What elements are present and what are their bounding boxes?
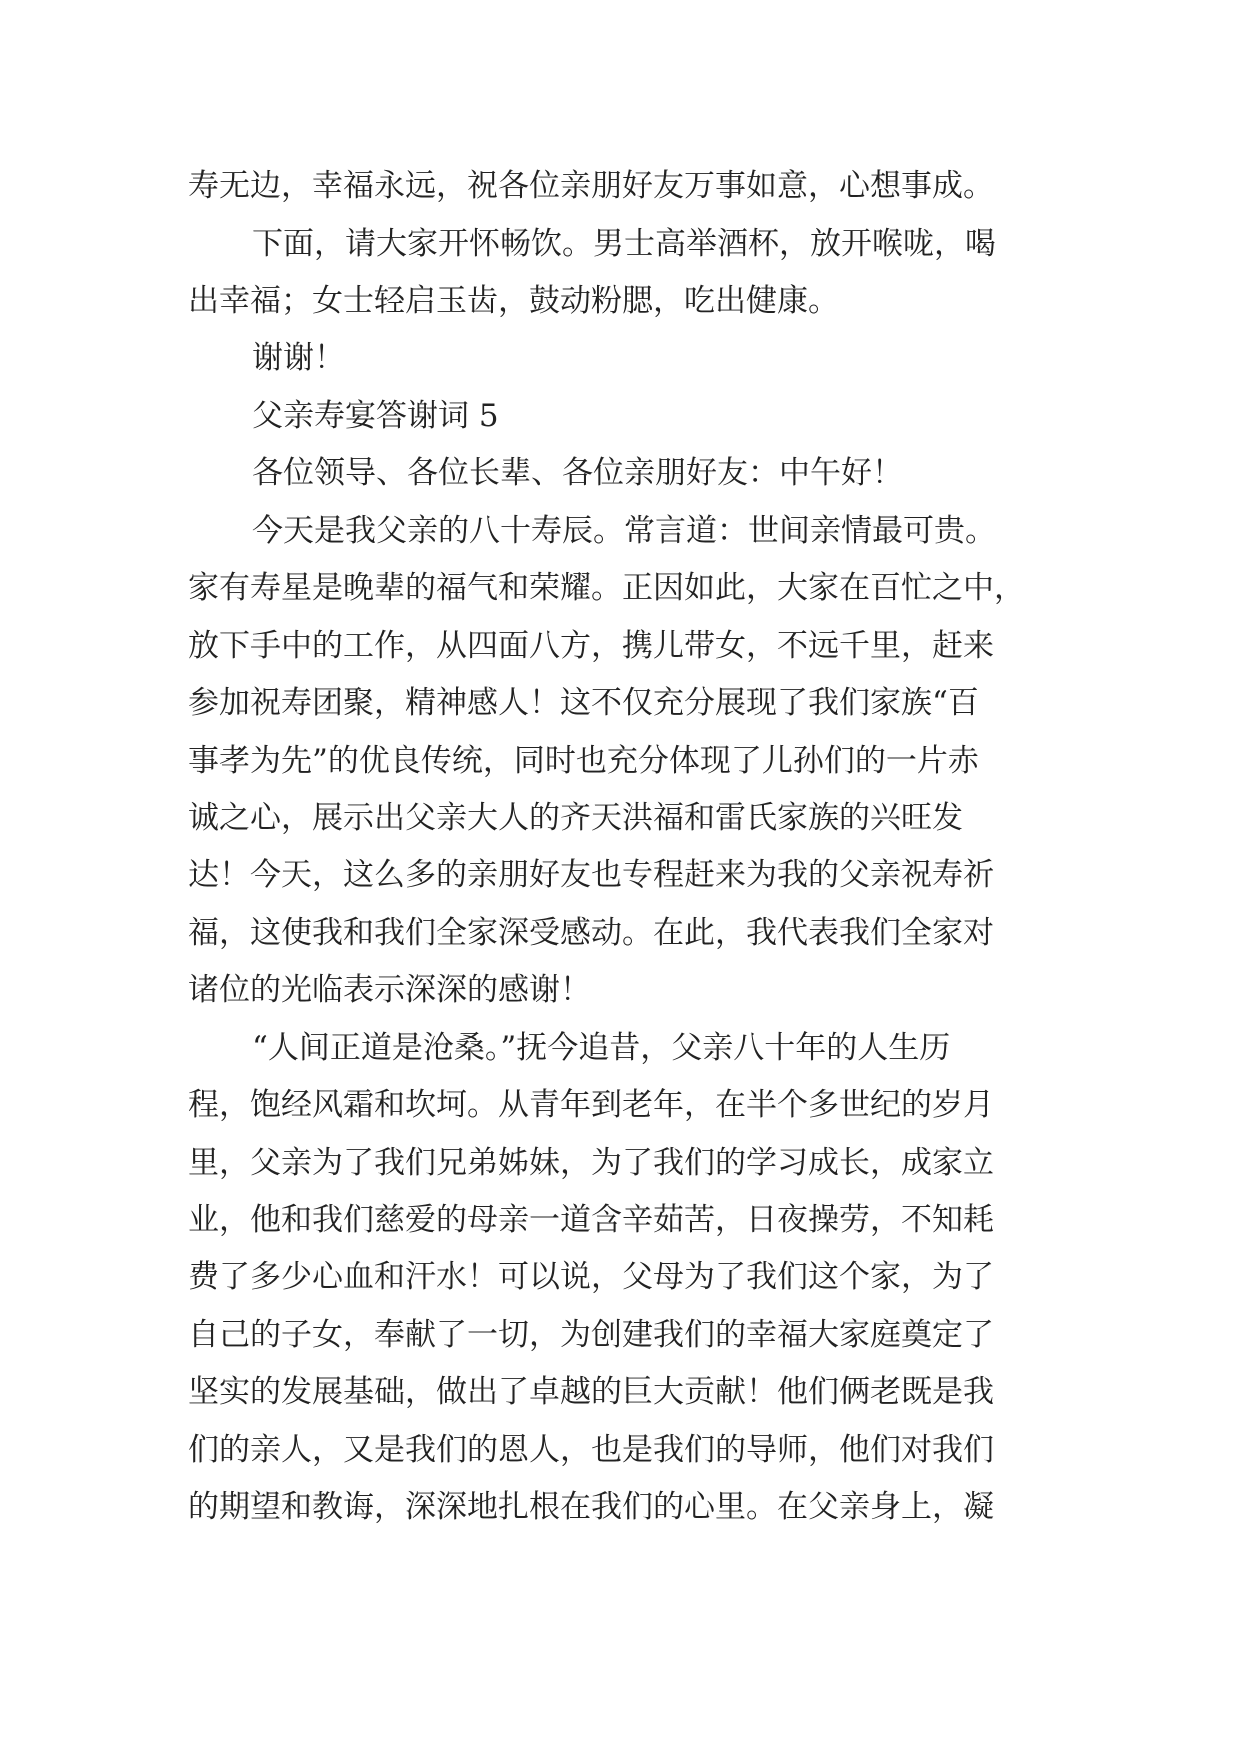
text-line: 福，这使我和我们全家深受感动。在此，我代表我们全家对 xyxy=(188,915,994,951)
text-line: 业，他和我们慈爱的母亲一道含辛茹苦，日夜操劳，不知耗 xyxy=(188,1202,994,1238)
text-line: 们的亲人，又是我们的恩人，也是我们的导师，他们对我们 xyxy=(188,1432,994,1468)
text-line: 坚实的发展基础，做出了卓越的巨大贡献！他们俩老既是我 xyxy=(188,1374,994,1410)
text-line: 家有寿星是晚辈的福气和荣耀。正因如此，大家在百忙之中， xyxy=(188,570,1025,606)
text-line: 出幸福；女士轻启玉齿，鼓动粉腮，吃出健康。 xyxy=(188,283,839,319)
text-line: 事孝为先”的优良传统，同时也充分体现了儿孙们的一片赤 xyxy=(188,743,979,779)
text-line: 达！今天，这么多的亲朋好友也专程赶来为我的父亲祝寿祈 xyxy=(188,857,994,893)
text-line: 费了多少心血和汗水！可以说，父母为了我们这个家，为了 xyxy=(188,1259,994,1295)
text-line: 放下手中的工作，从四面八方，携儿带女，不远千里，赶来 xyxy=(188,628,994,664)
text-line: 的期望和教诲，深深地扎根在我们的心里。在父亲身上，凝 xyxy=(188,1489,994,1525)
text-line: 程，饱经风霜和坎坷。从青年到老年，在半个多世纪的岁月 xyxy=(188,1087,994,1123)
text-line: 诸位的光临表示深深的感谢！ xyxy=(188,972,591,1008)
text-line: 里，父亲为了我们兄弟姊妹，为了我们的学习成长，成家立 xyxy=(188,1145,994,1181)
section-heading: 父亲寿宴答谢词 5 xyxy=(252,398,499,434)
text-line: 下面，请大家开怀畅饮。男士高举酒杯，放开喉咙，喝 xyxy=(252,226,996,262)
text-line: 寿无边，幸福永远，祝各位亲朋好友万事如意，心想事成。 xyxy=(188,168,994,204)
text-line: 谢谢！ xyxy=(252,340,345,376)
text-line: 参加祝寿团聚，精神感人！这不仅充分展现了我们家族“百 xyxy=(188,685,979,721)
text-line: 诚之心，展示出父亲大人的齐天洪福和雷氏家族的兴旺发 xyxy=(188,800,963,836)
text-line: 今天是我父亲的八十寿辰。常言道：世间亲情最可贵。 xyxy=(252,513,996,549)
text-line: 各位领导、各位长辈、各位亲朋好友：中午好！ xyxy=(252,455,903,491)
text-line: 自己的子女，奉献了一切，为创建我们的幸福大家庭奠定了 xyxy=(188,1317,994,1353)
text-line: “人间正道是沧桑。”抚今追昔，父亲八十年的人生历 xyxy=(252,1030,951,1066)
